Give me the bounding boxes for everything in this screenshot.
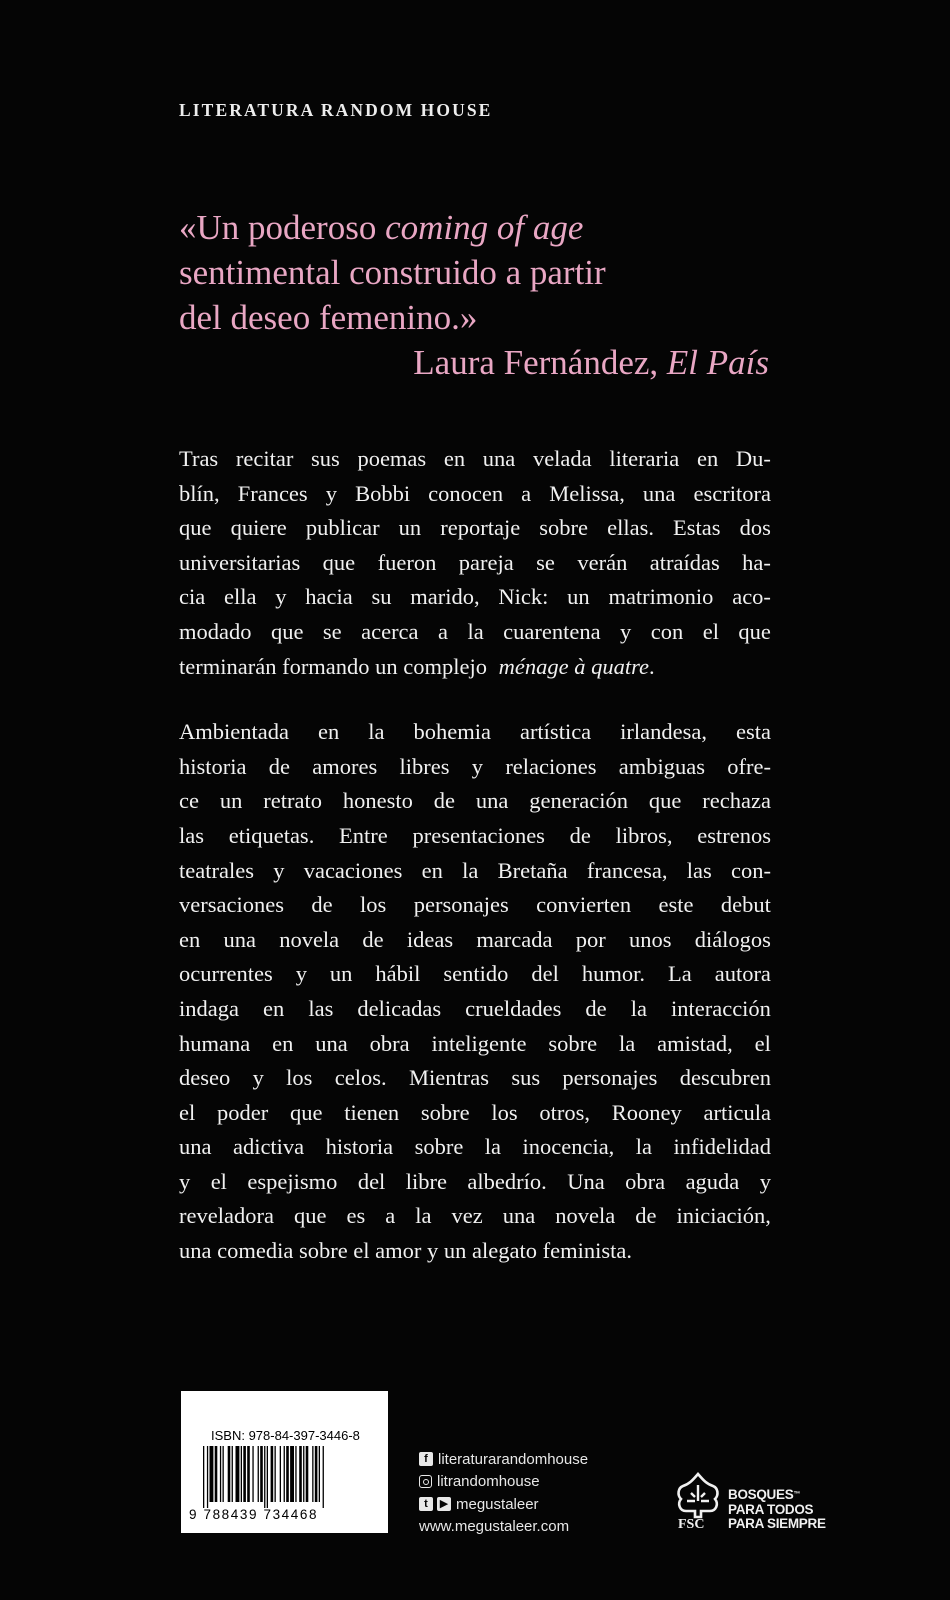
twitter-youtube-link[interactable]: [419, 1493, 588, 1516]
word: una: [475, 788, 509, 814]
word: de: [311, 892, 333, 918]
instagram-handle: litrandomhouse: [437, 1473, 540, 1491]
barcode-bar: [267, 1446, 268, 1508]
word: el: [179, 1099, 196, 1125]
word: delicadas: [357, 995, 442, 1021]
word: una: [482, 446, 516, 471]
quote-line-3: del deseo femenino.»: [179, 298, 478, 337]
word: de: [569, 822, 591, 848]
word: Du-: [735, 446, 771, 471]
synopsis-line: [179, 1234, 771, 1269]
word: matrimonio: [608, 584, 714, 610]
word: con-: [730, 857, 771, 883]
word: humor.: [581, 961, 645, 987]
isbn-barcode: [181, 1391, 388, 1533]
website-url: www.megustaleer.com: [419, 1518, 570, 1536]
word: ocurrentes: [179, 961, 273, 987]
barcode-bar: [303, 1446, 304, 1502]
facebook-icon: f: [419, 1452, 433, 1466]
word: su: [371, 584, 392, 610]
word: obra: [625, 1168, 666, 1194]
word: que: [179, 515, 212, 541]
word: poder: [216, 1099, 269, 1125]
synopsis-line: [179, 854, 771, 889]
synopsis-line: [179, 888, 771, 923]
instagram-icon: [419, 1475, 432, 1488]
word: un: [219, 788, 243, 814]
word: y: [759, 1168, 771, 1194]
word: libres: [399, 753, 450, 779]
word: ofre-: [727, 753, 771, 779]
synopsis: [179, 442, 771, 1269]
word: en: [263, 995, 285, 1021]
word: La: [667, 961, 692, 987]
word: se: [322, 618, 342, 644]
word: personajes: [562, 1065, 658, 1091]
word: generación: [529, 788, 628, 814]
instagram-link[interactable]: [419, 1471, 588, 1494]
word: ellas.: [607, 515, 654, 541]
word: Frances: [237, 480, 308, 506]
word: sobre: [548, 1030, 598, 1056]
word: historia: [325, 1134, 394, 1160]
word: de: [268, 753, 291, 779]
barcode-bar: [220, 1446, 221, 1502]
word: Rooney: [611, 1099, 682, 1125]
barcode-bar: [319, 1446, 320, 1502]
word: y: [620, 618, 632, 644]
barcode-bar: [241, 1446, 242, 1502]
word: tienen: [344, 1099, 400, 1125]
word: los: [286, 1065, 313, 1091]
word: en: [696, 446, 719, 471]
word: descubren: [679, 1065, 771, 1091]
word: Bobbi: [355, 480, 411, 506]
word: amistad,: [657, 1030, 733, 1056]
word: que: [289, 1099, 323, 1125]
word: ideas: [406, 926, 454, 952]
social-links: [419, 1448, 588, 1538]
barcode-bar: [215, 1446, 218, 1502]
word: dos: [739, 515, 771, 541]
word: Una: [567, 1168, 605, 1194]
word: en: [443, 446, 466, 471]
word: indaga: [179, 995, 239, 1021]
synopsis-line: [179, 1165, 771, 1200]
word: deseo: [179, 1065, 231, 1091]
word: el: [754, 1030, 771, 1056]
word: y: [252, 1065, 264, 1091]
word: fueron: [377, 549, 437, 575]
word: ce: [179, 788, 199, 814]
word: y: [471, 753, 484, 779]
word: artística: [519, 719, 592, 745]
word: modado: [179, 618, 252, 644]
word: el: [702, 618, 719, 644]
quote-line-1: [179, 205, 779, 250]
barcode-bar: [323, 1446, 324, 1508]
word: adictiva: [232, 1134, 305, 1160]
word: por: [575, 926, 606, 952]
synopsis-line: [179, 992, 771, 1027]
synopsis-line: [179, 784, 771, 819]
word: rechaza: [702, 788, 771, 814]
word: recitar: [235, 446, 294, 471]
word: otros,: [539, 1099, 591, 1125]
barcode-bar: [228, 1446, 231, 1502]
word: se: [536, 549, 555, 575]
word: la: [467, 618, 484, 644]
word: Ambientada: [179, 719, 289, 745]
line-text: terminarán formando un complejo ménage à quatre.: [179, 653, 655, 679]
word: cuarentena: [503, 618, 601, 644]
series-label: LITERATURA RANDOM HOUSE: [179, 100, 493, 120]
synopsis-line: [179, 615, 771, 650]
synopsis-line: [179, 715, 771, 750]
barcode-bar: [312, 1446, 313, 1502]
barcode-bar: [243, 1446, 246, 1502]
word: acerca: [361, 618, 419, 644]
fsc-slogan: BOSQUES™ PARA TODOS PARA SIEMPRE: [728, 1487, 826, 1531]
quote-author: Laura Fernández,: [413, 343, 667, 382]
word: publicar: [305, 515, 380, 541]
word: las: [686, 857, 712, 883]
synopsis-line: [179, 546, 771, 581]
word: una: [179, 1134, 212, 1160]
quote-line-2: sentimental construido a partir: [179, 253, 606, 292]
word: la: [415, 1203, 432, 1229]
word: velada: [532, 446, 592, 471]
word: que: [270, 618, 304, 644]
word: Nick:: [498, 584, 549, 610]
word: universitarias: [179, 549, 301, 575]
word: bohemia: [413, 719, 491, 745]
twitter-icon: t: [419, 1497, 433, 1511]
barcode-bar: [210, 1446, 214, 1502]
word: en: [421, 857, 443, 883]
synopsis-line: [179, 1130, 771, 1165]
word: hábil: [375, 961, 421, 987]
barcode-bar: [203, 1446, 204, 1508]
word: un: [329, 961, 353, 987]
word: retrato: [263, 788, 322, 814]
word: iniciación,: [676, 1203, 771, 1229]
synopsis-line: [179, 511, 771, 546]
word: esta: [736, 719, 771, 745]
word: sobre: [414, 1134, 464, 1160]
word: vez: [451, 1203, 483, 1229]
barcode-bars: [203, 1446, 379, 1516]
word: obra: [369, 1030, 410, 1056]
word: la: [462, 857, 479, 883]
word: Estas: [673, 515, 721, 541]
word: la: [368, 719, 385, 745]
barcode-bar: [286, 1446, 289, 1502]
barcode-bar: [315, 1446, 318, 1502]
youtube-icon: ▶: [437, 1497, 451, 1511]
word: articula: [703, 1099, 771, 1125]
word: del: [531, 961, 559, 987]
facebook-handle: literaturarandomhouse: [438, 1450, 589, 1468]
word: libros,: [615, 822, 673, 848]
word: de: [635, 1203, 657, 1229]
word: crueldades: [465, 995, 562, 1021]
press-quote: [179, 205, 779, 385]
isbn-digits: 9 788439 734468: [189, 1507, 319, 1522]
barcode-bar: [260, 1446, 263, 1502]
word: atraídas: [649, 549, 720, 575]
word: las: [308, 995, 334, 1021]
word: inteligente: [431, 1030, 527, 1056]
quote-italic: coming of age: [385, 208, 584, 247]
word: Mientras: [408, 1065, 489, 1091]
word: sus: [311, 446, 340, 471]
word: francesa,: [586, 857, 668, 883]
synopsis-line: [179, 650, 771, 685]
word: un: [567, 584, 590, 610]
barcode-bar: [207, 1446, 208, 1508]
word: quiere: [230, 515, 287, 541]
barcode-bar: [236, 1446, 240, 1502]
word: conocen: [428, 480, 504, 506]
word: personajes: [413, 892, 509, 918]
synopsis-paragraph-1: [179, 442, 771, 684]
word: espejismo: [247, 1168, 338, 1194]
word: sobre: [420, 1099, 470, 1125]
word: una: [223, 926, 256, 952]
word: una: [502, 1203, 536, 1229]
synopsis-paragraph-2: [179, 715, 771, 1269]
word: en: [272, 1030, 294, 1056]
word: Entre: [339, 822, 388, 848]
megustaleer-handle: megustaleer: [456, 1495, 539, 1513]
word: y: [295, 961, 307, 987]
word: etiquetas.: [228, 822, 315, 848]
fsc-badge: [671, 1471, 851, 1541]
word: teatrales: [179, 857, 254, 883]
barcode-bar: [295, 1446, 296, 1502]
word: que: [293, 1203, 327, 1229]
word: escritora: [693, 480, 771, 506]
barcode-bar: [306, 1446, 309, 1502]
word: versaciones: [179, 892, 284, 918]
synopsis-line: [179, 957, 771, 992]
barcode-bar: [232, 1446, 233, 1502]
word: estrenos: [697, 822, 771, 848]
word: ha-: [742, 549, 771, 575]
word: literaria: [609, 446, 680, 471]
word: novela: [279, 926, 340, 952]
word: y: [179, 1168, 191, 1194]
synopsis-line: [179, 1027, 771, 1062]
word: ella: [224, 584, 257, 610]
synopsis-line: [179, 477, 771, 512]
word: amores: [312, 753, 378, 779]
quote-text: «Un poderoso: [179, 208, 386, 247]
word: en: [179, 926, 201, 952]
quote-source: El País: [666, 343, 769, 382]
word: con: [650, 618, 684, 644]
word: historia: [179, 753, 247, 779]
word: marido,: [410, 584, 480, 610]
word: humana: [179, 1030, 251, 1056]
word: que: [648, 788, 682, 814]
word: el: [210, 1168, 227, 1194]
quote-attribution: [179, 340, 779, 385]
line-text: una comedia sobre el amor y un alegato feminista.: [179, 1238, 632, 1264]
word: cia: [179, 584, 206, 610]
word: relaciones: [505, 753, 597, 779]
word: diálogos: [694, 926, 771, 952]
word: y: [325, 480, 337, 506]
word: una: [642, 480, 676, 506]
word: en: [317, 719, 340, 745]
word: autora: [714, 961, 771, 987]
word: de: [433, 788, 456, 814]
barcode-bar: [275, 1446, 276, 1502]
word: del: [357, 1168, 386, 1194]
synopsis-line: [179, 1061, 771, 1096]
word: honesto: [342, 788, 413, 814]
barcode-bar: [271, 1446, 274, 1502]
synopsis-line: [179, 1096, 771, 1131]
barcode-bar: [280, 1446, 281, 1502]
word: a: [385, 1203, 396, 1229]
facebook-link[interactable]: [419, 1448, 588, 1471]
word: ambiguas: [618, 753, 706, 779]
isbn-label: ISBN: 978-84-397-3446-8: [211, 1428, 360, 1443]
barcode-bar: [252, 1446, 253, 1502]
word: convierten: [536, 892, 632, 918]
word: aco-: [732, 584, 771, 610]
word: la: [619, 1030, 636, 1056]
word: y: [273, 857, 285, 883]
word: Melissa,: [549, 480, 625, 506]
word: de: [362, 926, 384, 952]
synopsis-line: [179, 923, 771, 958]
word: la: [635, 1134, 653, 1160]
word: que: [738, 618, 771, 644]
barcode-bar: [264, 1446, 265, 1508]
word: sobre: [539, 515, 589, 541]
word: Tras: [179, 446, 219, 471]
word: verán: [577, 549, 628, 575]
word: pareja: [458, 549, 514, 575]
barcode-bar: [290, 1446, 294, 1502]
word: los: [360, 892, 387, 918]
word: inocencia,: [522, 1134, 615, 1160]
word: a: [521, 480, 532, 506]
word: irlandesa,: [620, 719, 708, 745]
word: sentido: [443, 961, 509, 987]
word: albedrío.: [467, 1168, 547, 1194]
website-link[interactable]: [419, 1516, 588, 1539]
word: Bretaña: [497, 857, 568, 883]
word: presentaciones: [412, 822, 545, 848]
word: sus: [511, 1065, 541, 1091]
word: reportaje: [440, 515, 521, 541]
barcode-bar: [247, 1446, 250, 1502]
synopsis-line: [179, 1199, 771, 1234]
word: reveladora: [179, 1203, 274, 1229]
word: un: [398, 515, 422, 541]
word: blín,: [179, 480, 220, 506]
barcode-bar: [223, 1446, 224, 1502]
word: novela: [555, 1203, 616, 1229]
word: infidelidad: [673, 1134, 771, 1160]
word: a: [438, 618, 448, 644]
word: poemas: [357, 446, 427, 471]
word: debut: [720, 892, 771, 918]
word: unos: [628, 926, 672, 952]
word: que: [322, 549, 356, 575]
word: las: [179, 822, 204, 848]
barcode-bar: [299, 1446, 302, 1502]
barcode-bar: [258, 1446, 259, 1502]
word: aguda: [685, 1168, 740, 1194]
word: libre: [405, 1168, 447, 1194]
barcode-bar: [284, 1446, 285, 1502]
word: es: [346, 1203, 366, 1229]
word: hacia: [305, 584, 353, 610]
word: interacción: [670, 995, 771, 1021]
word: vacaciones: [303, 857, 403, 883]
word: los: [491, 1099, 518, 1125]
word: una: [315, 1030, 348, 1056]
word: y: [275, 584, 287, 610]
synopsis-line: [179, 819, 771, 854]
word: celos.: [334, 1065, 387, 1091]
synopsis-line: [179, 580, 771, 615]
word: la: [630, 995, 647, 1021]
word: este: [658, 892, 694, 918]
word: marcada: [476, 926, 553, 952]
fsc-label: FSC: [678, 1517, 705, 1532]
word: de: [585, 995, 607, 1021]
synopsis-line: [179, 442, 771, 477]
word: la: [484, 1134, 502, 1160]
synopsis-line: [179, 750, 771, 785]
